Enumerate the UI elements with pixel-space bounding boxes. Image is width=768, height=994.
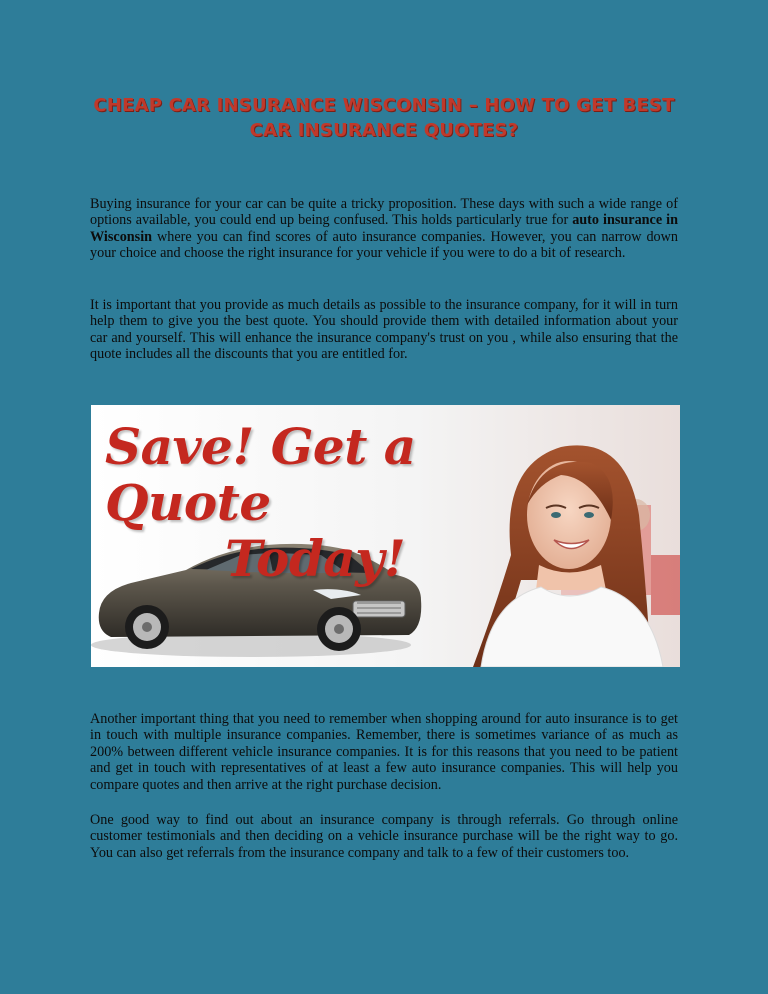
banner-headline-line-2: Today! (225, 529, 406, 588)
paragraph-intro-text-b: where you can find scores of auto insurance companies. However, you can narrow down your choice and choose the right insurance for your vehicle if you were to do a bit of research. (90, 228, 678, 262)
paragraph-intro (90, 196, 678, 262)
paragraph-compare-companies: Another important thing that you need to remember when shopping around for auto insurance is to get in touch with multiple insurance companies. Remember, there is sometimes variance of as much as 200% between different vehicle insurance companies. It is for this reasons that you need to be patient and get in touch with representatives of at least a few auto insurance companies. This will help you compare quotes and then arrive at the right purchase decision. (90, 711, 678, 793)
background-office-shape (651, 555, 680, 615)
banner-headline (105, 419, 485, 587)
paragraph-intro-text-a: Buying insurance for your car can be quite a tricky proposition. These days with such a wide range of options available, you could end up being confused. This holds particularly true for (90, 196, 678, 229)
banner-headline-line-1: Save! Get a Quote (105, 417, 416, 532)
bold-keyword-auto-insurance-wisconsin: auto insurance in Wisconsin (90, 212, 678, 245)
paragraph-details: It is important that you provide as much details as possible to the insurance company, for it will in turn help them to give you the best quote. You should provide them with detailed information about your car and yourself. This will enhance the insurance company's trust on you , while also ensuring that the quote includes all the discounts that you are entitled for. (90, 297, 678, 363)
paragraph-referrals: One good way to find out about an insurance company is through referrals. Go through online customer testimonials and then deciding on a vehicle insurance purchase will be the right way to go. You can also get referrals from the insurance company and talk to a few of their customers too. (90, 812, 678, 861)
page-title: CHEAP CAR INSURANCE WISCONSIN – HOW TO GET BEST CAR INSURANCE QUOTES? (93, 95, 675, 141)
quote-banner-image (91, 405, 680, 667)
